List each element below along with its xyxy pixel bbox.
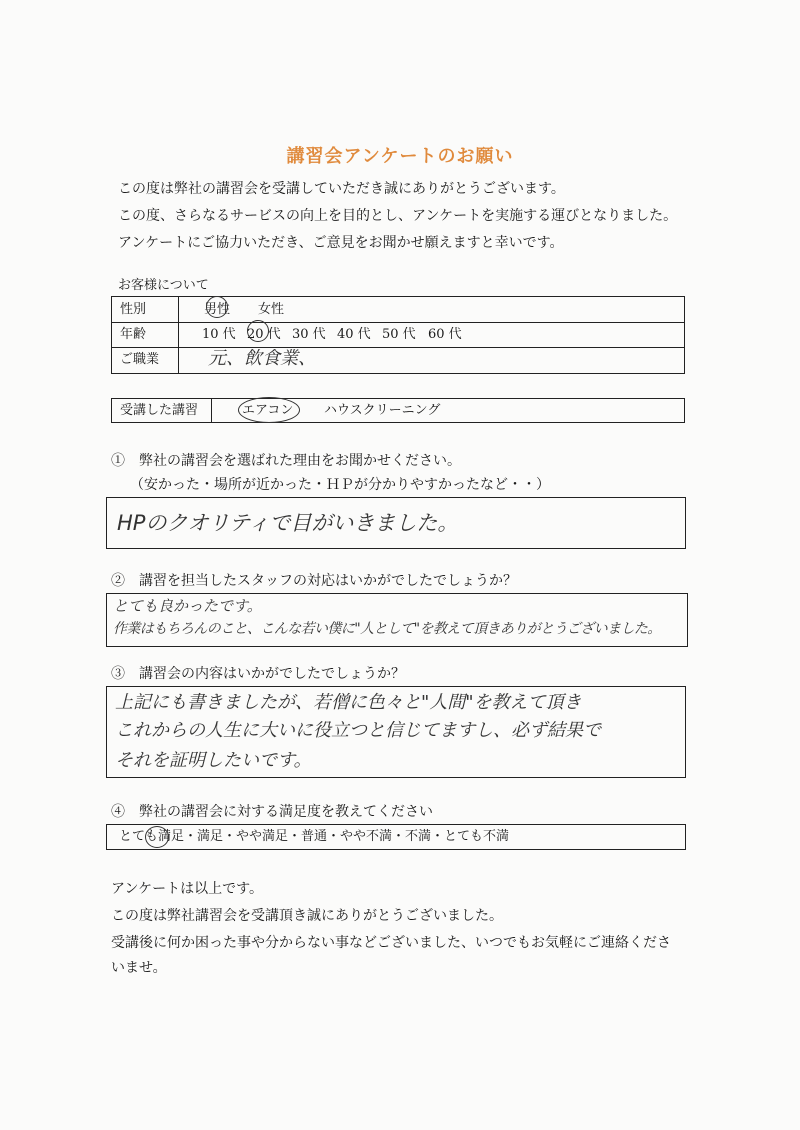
selection-circle-mark: [145, 826, 169, 848]
q4-question: ④ 弊社の講習会に対する満足度を教えてください: [111, 804, 433, 820]
q2-question: ② 講習を担当したスタッフの対応はいかがでしたでしょうか？: [111, 573, 517, 589]
selection-circle-mark: [204, 296, 231, 318]
row-divider: [112, 347, 684, 348]
q3-answer-line-3: それを証明したいです。: [115, 750, 312, 771]
closing-line-1: アンケートは以上です。: [111, 881, 264, 897]
course-option-housecleaning[interactable]: ハウスクリーニング: [324, 403, 441, 418]
gender-female[interactable]: 女性: [258, 302, 285, 317]
q1-answer: HPのクオリティで目がいきました。: [117, 511, 459, 535]
q1-answer-box[interactable]: [106, 497, 686, 549]
age-option-30[interactable]: 30 代: [292, 327, 326, 342]
course-option-aircon[interactable]: エアコン: [242, 403, 294, 418]
row-divider: [112, 322, 684, 323]
q3-answer-box[interactable]: [106, 686, 686, 778]
intro-line-1: この度は弊社の講習会を受講していただき誠にありがとうございます。: [118, 181, 565, 197]
q4-options-box: [106, 824, 686, 850]
age-option-40[interactable]: 40 代: [337, 327, 371, 342]
closing-line-3: 受講後に何か困った事や分からない事などございました、いつでもお気軽にご連絡くださ: [111, 935, 671, 951]
age-option-60[interactable]: 60 代: [428, 327, 462, 342]
page-title: 講習会アンケートのお願い: [286, 146, 514, 167]
age-option-50[interactable]: 50 代: [382, 327, 416, 342]
gender-label: 性別: [120, 302, 147, 317]
q3-question: ③ 講習会の内容はいかがでしたでしょうか？: [111, 666, 405, 682]
intro-line-2: この度、さらなるサービスの向上を目的とし、アンケートを実施する運びとなりました。: [118, 208, 678, 224]
column-divider: [178, 297, 179, 373]
age-label: 年齢: [120, 327, 147, 342]
age-option-20[interactable]: 20 代: [247, 327, 281, 342]
closing-line-4: いませ。: [111, 960, 167, 976]
q3-answer-line-2: これからの人生に大いに役立つと信じてますし、必ず結果で: [115, 720, 601, 741]
q1-hint: （安かった・場所が近かった・ＨＰが分かりやすかったなど・・）: [130, 477, 550, 493]
q2-answer-line-1: とても良かったです。: [113, 597, 262, 615]
selection-circle-mark: [247, 320, 269, 342]
q1-question: ① 弊社の講習会を選ばれた理由をお聞かせください。: [111, 453, 461, 469]
customer-heading: お客様について: [118, 278, 209, 293]
q3-answer-line-1: 上記にも書きましたが、若僧に色々と"人間"を教えて頂き: [115, 692, 582, 713]
column-divider: [211, 399, 212, 422]
age-option-10[interactable]: 10 代: [202, 327, 236, 342]
gender-male[interactable]: 男性: [204, 302, 231, 317]
q4-options[interactable]: とても満足・満足・やや満足・普通・やや不満・不満・とても不満: [119, 829, 510, 844]
closing-line-2: この度は弊社講習会を受講頂き誠にありがとうございました。: [111, 908, 503, 924]
job-answer[interactable]: 元、飲食業、: [208, 348, 316, 369]
customer-table: [111, 296, 685, 374]
selection-circle-mark: [238, 397, 300, 423]
q2-answer-box[interactable]: [106, 593, 688, 647]
job-label: ご職業: [120, 352, 160, 367]
course-label: 受講した講習: [120, 403, 199, 418]
intro-line-3: アンケートにご協力いただき、ご意見をお聞かせ願えますと幸いです。: [118, 235, 564, 251]
q2-answer-line-2: 作業はもちろんのこと、こんな若い僕に"人として"を教えて頂きありがとうございました。: [113, 621, 661, 637]
course-table: [111, 398, 685, 423]
